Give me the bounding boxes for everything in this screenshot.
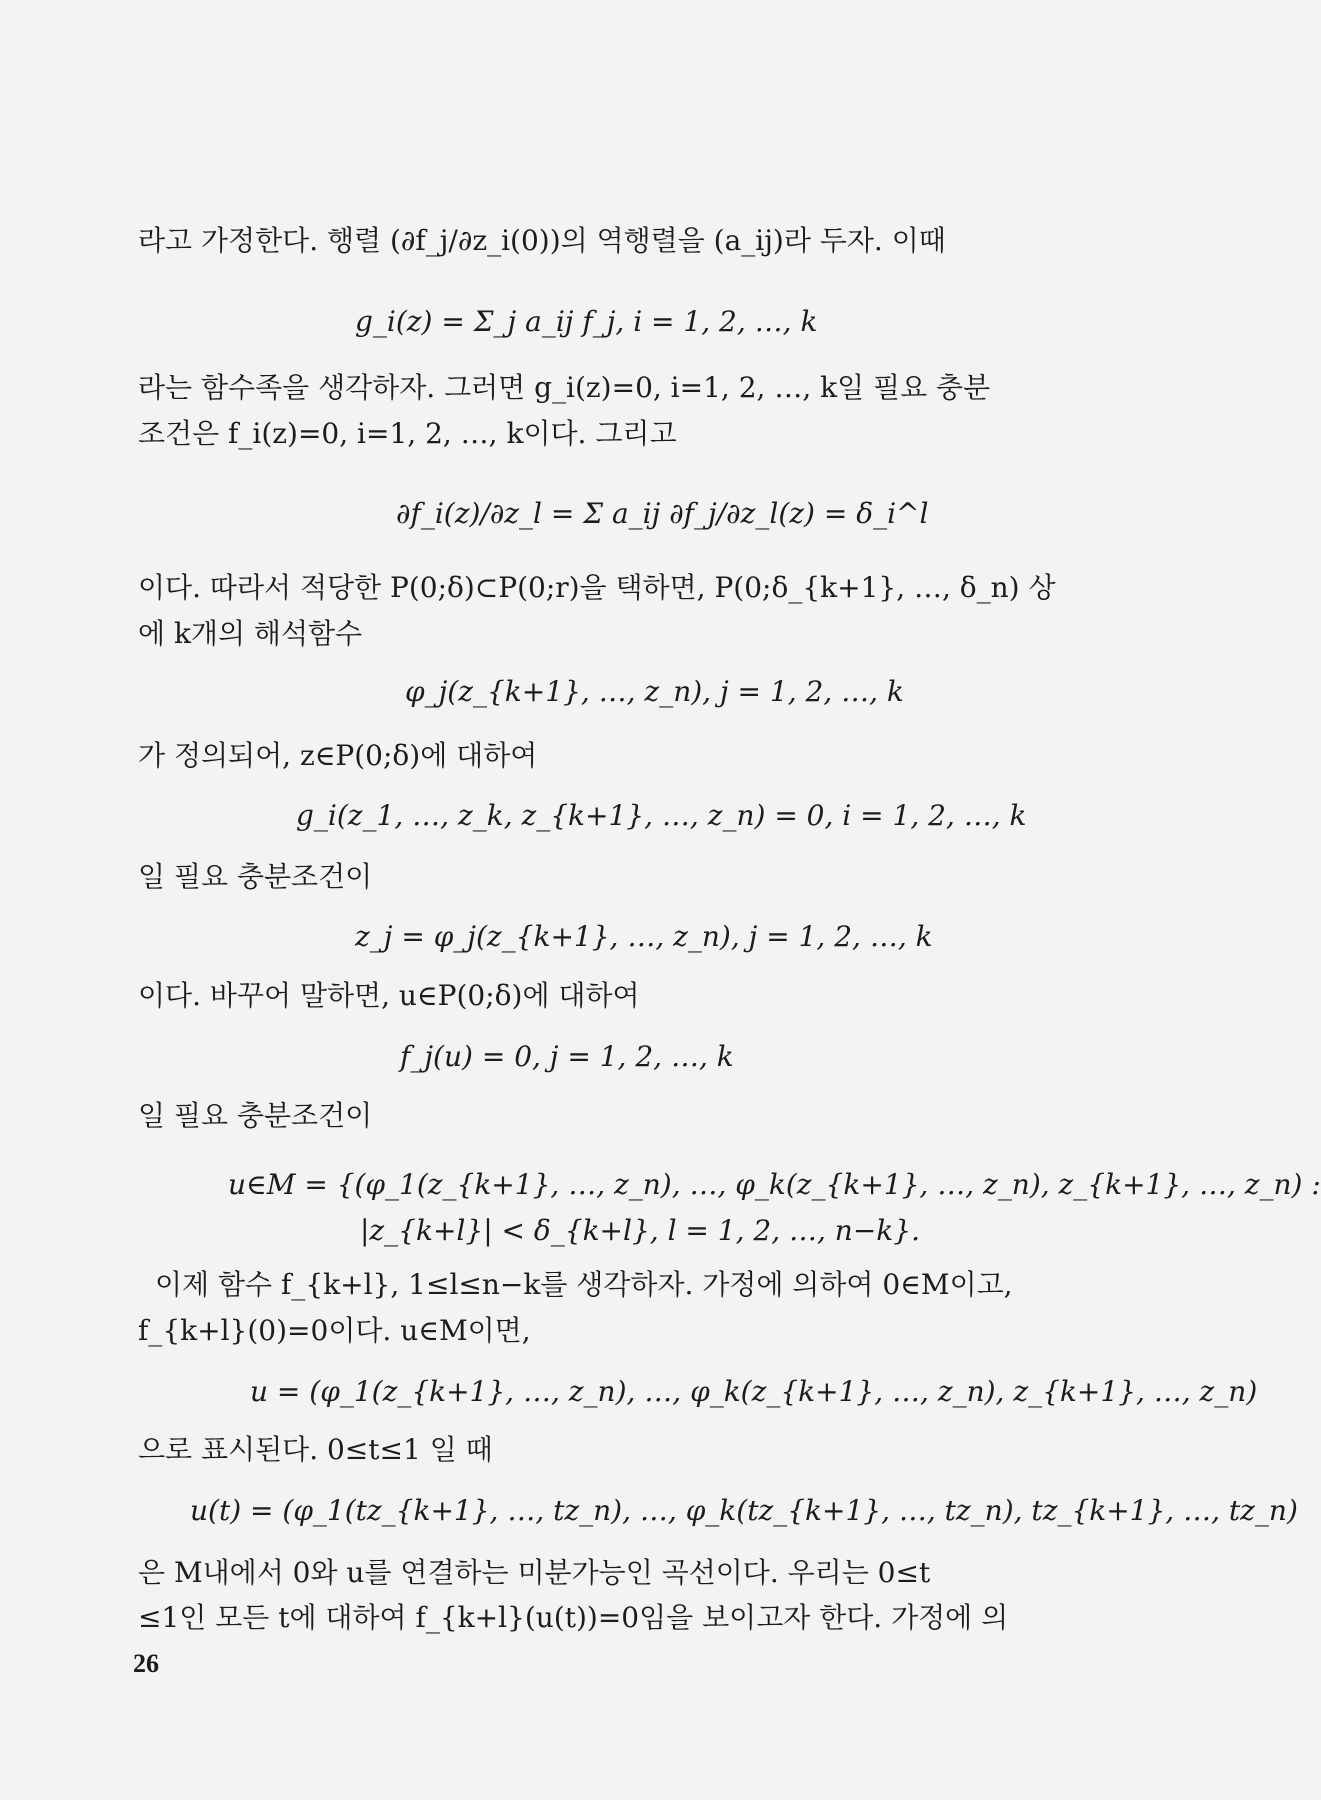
paragraph-line: f_{k+l}(0)=0이다. u∈M이면, [138, 1314, 531, 1347]
paragraph-line: 으로 표시된다. 0≤t≤1 일 때 [138, 1433, 493, 1466]
paragraph-line: 일 필요 충분조건이 [138, 860, 373, 893]
paragraph-line: 에 k개의 해석함수 [138, 617, 363, 650]
paragraph-line: 라는 함수족을 생각하자. 그러면 g_i(z)=0, i=1, 2, …, k일 필요 충분 [138, 371, 991, 404]
equation: u(t) = (φ_1(tz_{k+1}, …, tz_n), …, φ_k(tz_{k+1}, …, tz_n), tz_{k+1}, …, tz_n) [190, 1494, 1298, 1527]
paragraph-line: ≤1인 모든 t에 대하여 f_{k+l}(u(t))=0임을 보이고자 한다. 가정에 의 [138, 1601, 1009, 1634]
equation: g_i(z_1, …, z_k, z_{k+1}, …, z_n) = 0, i = 1, 2, …, k [296, 799, 1027, 832]
paragraph-line: 이다. 바꾸어 말하면, u∈P(0;δ)에 대하여 [138, 979, 640, 1012]
paragraph-line: 가 정의되어, z∈P(0;δ)에 대하여 [138, 739, 538, 772]
paragraph-line: 라고 가정한다. 행렬 (∂f_j/∂z_i(0))의 역행렬을 (a_ij)라 두자. 이때 [138, 224, 946, 257]
page-number: 26 [133, 1649, 159, 1678]
paragraph-line: 일 필요 충분조건이 [138, 1099, 373, 1132]
equation: φ_j(z_{k+1}, …, z_n), j = 1, 2, …, k [405, 675, 904, 708]
paragraph-line: 조건은 f_i(z)=0, i=1, 2, …, k이다. 그리고 [138, 417, 677, 450]
equation: |z_{k+l}| < δ_{k+l}, l = 1, 2, …, n−k}. [360, 1214, 920, 1247]
paragraph-line: 은 M내에서 0와 u를 연결하는 미분가능인 곡선이다. 우리는 0≤t [138, 1556, 931, 1589]
equation: ∂f_i(z)/∂z_l = Σ a_ij ∂f_j/∂z_l(z) = δ_i^l [396, 497, 929, 530]
equation: u = (φ_1(z_{k+1}, …, z_n), …, φ_k(z_{k+1}, …, z_n), z_{k+1}, …, z_n) [250, 1375, 1258, 1408]
paragraph-line: 이제 함수 f_{k+l}, 1≤l≤n−k를 생각하자. 가정에 의하여 0∈M이고, [155, 1268, 1013, 1301]
equation: z_j = φ_j(z_{k+1}, …, z_n), j = 1, 2, …, k [355, 920, 933, 953]
equation: g_i(z) = Σ_j a_ij f_j, i = 1, 2, …, k [355, 305, 818, 338]
equation: f_j(u) = 0, j = 1, 2, …, k [400, 1040, 734, 1073]
equation: u∈M = {(φ_1(z_{k+1}, …, z_n), …, φ_k(z_{k+1}, …, z_n), z_{k+1}, …, z_n) : [228, 1168, 1321, 1201]
paragraph-line: 이다. 따라서 적당한 P(0;δ)⊂P(0;r)을 택하면, P(0;δ_{k+1}, …, δ_n) 상 [138, 571, 1056, 604]
